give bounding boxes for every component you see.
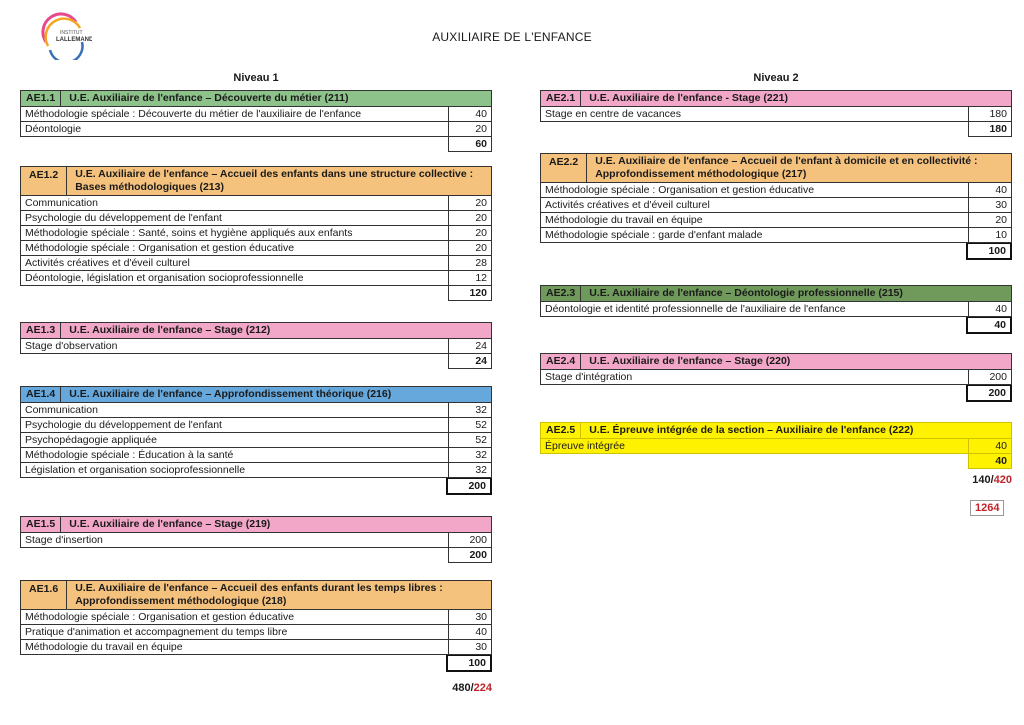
row-hours: 30 xyxy=(968,198,1012,213)
ue-total: 200 xyxy=(446,478,492,495)
row-label: Psychologie du développement de l'enfant xyxy=(21,211,448,226)
row-hours: 32 xyxy=(448,448,492,463)
ue-block-ae1-5 xyxy=(20,516,492,563)
grand-total-periods: 224 xyxy=(473,682,492,694)
ue-header xyxy=(540,153,1012,183)
ue-code: AE2.5 xyxy=(541,423,581,438)
ue-block-ae1-4 xyxy=(20,386,492,495)
ue-code: AE2.3 xyxy=(541,286,581,301)
table-row xyxy=(21,625,492,640)
table-row xyxy=(21,640,492,655)
row-label: Stage d'intégration xyxy=(541,370,968,385)
table-row xyxy=(21,107,492,122)
row-hours: 40 xyxy=(448,625,492,640)
row-hours: 200 xyxy=(448,533,492,548)
ue-header xyxy=(540,285,1012,302)
row-label: Stage d'insertion xyxy=(21,533,448,548)
table-row xyxy=(21,226,492,241)
table-row xyxy=(21,122,492,137)
row-hours: 52 xyxy=(448,433,492,448)
row-label: Méthodologie spéciale : Organisation et gestion éducative xyxy=(541,183,968,198)
row-label: Méthodologie du travail en équipe xyxy=(21,640,448,655)
row-hours: 180 xyxy=(968,107,1012,122)
logo-line1: INSTITUT xyxy=(60,30,83,36)
table-row xyxy=(21,403,492,418)
ue-header xyxy=(540,353,1012,370)
ue-code: AE2.2 xyxy=(541,154,587,182)
row-label: Déontologie xyxy=(21,122,448,137)
row-label: Méthodologie spéciale : garde d'enfant malade xyxy=(541,228,968,243)
logo-line2: LALLEMAND xyxy=(56,37,92,43)
ue-header xyxy=(20,516,492,533)
ue-header xyxy=(20,166,492,196)
row-hours: 20 xyxy=(968,213,1012,228)
ue-code: AE1.6 xyxy=(21,581,67,609)
table-row xyxy=(21,196,492,211)
table-row xyxy=(541,370,1012,385)
row-hours: 20 xyxy=(448,226,492,241)
ue-block-ae2-2 xyxy=(540,153,1012,260)
row-hours: 30 xyxy=(448,610,492,625)
ue-name: U.E. Auxiliaire de l'enfance – Découverte du métier (211) xyxy=(69,92,349,104)
table-row xyxy=(21,610,492,625)
ue-header xyxy=(20,386,492,403)
table-row xyxy=(21,418,492,433)
ue-name: U.E. Auxiliaire de l'enfance - Stage (221) xyxy=(589,92,788,104)
ue-header xyxy=(540,90,1012,107)
row-label: Épreuve intégrée xyxy=(541,439,968,454)
row-label: Communication xyxy=(21,196,448,211)
grand-total-hours: 140/ xyxy=(972,474,994,486)
ue-name: U.E. Auxiliaire de l'enfance – Approfondissement théorique (216) xyxy=(69,388,392,400)
ue-total: 60 xyxy=(448,137,492,152)
table-row xyxy=(21,433,492,448)
niveau1-grand-total xyxy=(430,682,492,694)
row-label: Déontologie et identité professionnelle de l'auxiliaire de l'enfance xyxy=(541,302,968,317)
ue-block-ae1-3 xyxy=(20,322,492,369)
row-hours: 200 xyxy=(968,370,1012,385)
table-row xyxy=(21,211,492,226)
row-hours: 10 xyxy=(968,228,1012,243)
row-label: Communication xyxy=(21,403,448,418)
ue-total: 180 xyxy=(968,122,1012,137)
row-label: Pratique d'animation et accompagnement du temps libre xyxy=(21,625,448,640)
row-hours: 28 xyxy=(448,256,492,271)
ue-total: 24 xyxy=(448,354,492,369)
ue-header xyxy=(540,422,1012,439)
row-hours: 12 xyxy=(448,271,492,286)
ue-code: AE1.5 xyxy=(21,517,61,532)
ue-name: U.E. Auxiliaire de l'enfance – Accueil des enfants durant les temps libres : Approfondissement méthodologique (218) xyxy=(75,582,443,607)
row-hours: 40 xyxy=(968,183,1012,198)
row-hours: 20 xyxy=(448,196,492,211)
ue-block-ae2-4 xyxy=(540,353,1012,402)
row-label: Méthodologie spéciale : Éducation à la santé xyxy=(21,448,448,463)
row-label: Psychopédagogie appliquée xyxy=(21,433,448,448)
row-hours: 20 xyxy=(448,241,492,256)
ue-header xyxy=(20,90,492,107)
table-row xyxy=(541,198,1012,213)
ue-name: U.E. Auxiliaire de l'enfance – Stage (220) xyxy=(589,355,791,367)
table-row xyxy=(541,439,1012,454)
grand-total-hours: 480/ xyxy=(452,682,474,694)
row-hours: 30 xyxy=(448,640,492,655)
row-label: Méthodologie spéciale : Découverte du métier de l'auxiliaire de l'enfance xyxy=(21,107,448,122)
ue-block-ae2-1 xyxy=(540,90,1012,137)
row-hours: 20 xyxy=(448,122,492,137)
row-hours: 40 xyxy=(448,107,492,122)
ue-block-ae2-3 xyxy=(540,285,1012,334)
table-row xyxy=(21,241,492,256)
ue-name: U.E. Auxiliaire de l'enfance – Accueil de l'enfant à domicile et en collectivité : Approfondissement méthodologique (217) xyxy=(595,155,978,180)
table-row xyxy=(21,339,492,354)
row-label: Législation et organisation socioprofessionnelle xyxy=(21,463,448,478)
row-label: Déontologie, législation et organisation socioprofessionnelle xyxy=(21,271,448,286)
niveau2-heading: Niveau 2 xyxy=(753,72,799,84)
ue-name: U.E. Auxiliaire de l'enfance – Stage (212) xyxy=(69,324,271,336)
ue-total: 100 xyxy=(446,655,492,672)
niveau1-heading: Niveau 1 xyxy=(233,72,279,84)
table-row xyxy=(21,463,492,478)
niveau2-grand-total xyxy=(950,474,1012,486)
ue-block-ae2-5 xyxy=(540,422,1012,469)
row-label: Activités créatives et d'éveil culturel xyxy=(21,256,448,271)
table-row xyxy=(541,228,1012,243)
table-row xyxy=(21,448,492,463)
row-hours: 40 xyxy=(968,439,1012,454)
row-hours: 52 xyxy=(448,418,492,433)
row-label: Activités créatives et d'éveil culturel xyxy=(541,198,968,213)
row-hours: 24 xyxy=(448,339,492,354)
row-label: Méthodologie du travail en équipe xyxy=(541,213,968,228)
row-label: Psychologie du développement de l'enfant xyxy=(21,418,448,433)
ue-code: AE2.1 xyxy=(541,91,581,106)
ue-code: AE1.3 xyxy=(21,323,61,338)
page-title: AUXILIAIRE DE L'ENFANCE xyxy=(432,30,592,44)
ue-total: 100 xyxy=(966,243,1012,260)
ue-total: 200 xyxy=(966,385,1012,402)
table-row xyxy=(541,107,1012,122)
row-label: Méthodologie spéciale : Santé, soins et hygiène appliqués aux enfants xyxy=(21,226,448,241)
overall-total: 1264 xyxy=(970,500,1004,516)
row-label: Méthodologie spéciale : Organisation et gestion éducative xyxy=(21,610,448,625)
row-hours: 32 xyxy=(448,403,492,418)
ue-name: U.E. Auxiliaire de l'enfance – Accueil des enfants dans une structure collective : Bases méthodologiques (213) xyxy=(75,168,474,193)
ue-block-ae1-2 xyxy=(20,166,492,301)
table-row xyxy=(21,533,492,548)
table-row xyxy=(541,302,1012,317)
ue-total: 200 xyxy=(448,548,492,563)
ue-name: U.E. Auxiliaire de l'enfance – Déontologie professionnelle (215) xyxy=(589,287,903,299)
table-row xyxy=(541,183,1012,198)
ue-block-ae1-1 xyxy=(20,90,492,152)
ue-total: 120 xyxy=(448,286,492,301)
ue-total: 40 xyxy=(968,454,1012,469)
table-row xyxy=(21,256,492,271)
ue-header xyxy=(20,322,492,339)
ue-code: AE2.4 xyxy=(541,354,581,369)
ue-code: AE1.1 xyxy=(21,91,61,106)
table-row xyxy=(21,271,492,286)
ue-block-ae1-6 xyxy=(20,580,492,672)
ue-code: AE1.2 xyxy=(21,167,67,195)
ue-name: U.E. Auxiliaire de l'enfance – Stage (219) xyxy=(69,518,271,530)
row-label: Stage en centre de vacances xyxy=(541,107,968,122)
ue-total: 40 xyxy=(966,317,1012,334)
ue-name: U.E. Épreuve intégrée de la section – Auxiliaire de l'enfance (222) xyxy=(589,424,914,436)
grand-total-periods: 420 xyxy=(993,474,1012,486)
row-hours: 20 xyxy=(448,211,492,226)
row-hours: 40 xyxy=(968,302,1012,317)
row-hours: 32 xyxy=(448,463,492,478)
table-row xyxy=(541,213,1012,228)
ue-code: AE1.4 xyxy=(21,387,61,402)
row-label: Méthodologie spéciale : Organisation et gestion éducative xyxy=(21,241,448,256)
row-label: Stage d'observation xyxy=(21,339,448,354)
ue-header xyxy=(20,580,492,610)
